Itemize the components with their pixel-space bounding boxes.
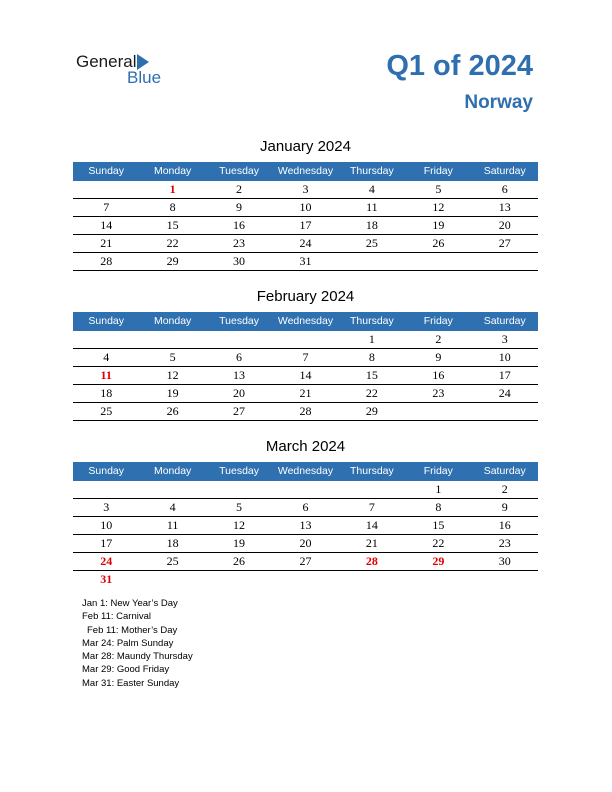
- day-cell: 13: [233, 368, 246, 382]
- day-cell: 22: [432, 536, 445, 550]
- day-cell: 16: [233, 218, 246, 232]
- month-february: [73, 287, 538, 421]
- day-cell: 15: [432, 518, 445, 532]
- holiday-item: Mar 24: Palm Sunday: [82, 637, 174, 649]
- empty-day-cell: [73, 481, 139, 498]
- day-cell: 5: [169, 350, 176, 364]
- holiday-item: Mar 28: Maundy Thursday: [82, 651, 193, 663]
- week-row: [73, 385, 538, 403]
- day-cell: 31: [100, 572, 113, 586]
- empty-day-cell: [73, 331, 139, 348]
- month-title: March 2024: [265, 438, 346, 455]
- day-cell: 13: [498, 200, 511, 214]
- day-cell: 20: [233, 386, 246, 400]
- day-cell: 8: [368, 350, 375, 364]
- day-cell: 30: [498, 554, 511, 568]
- week-row: [73, 349, 538, 367]
- day-cell: 29: [166, 254, 179, 268]
- week-row: [73, 535, 538, 553]
- week-row: [73, 181, 538, 199]
- weekday-label: Sunday: [88, 315, 125, 327]
- day-cell: 1: [169, 182, 176, 196]
- weekday-label: Monday: [153, 165, 192, 177]
- day-cell: 5: [236, 500, 243, 514]
- empty-day-cell: [139, 331, 205, 348]
- holiday-item: Feb 11: Mother’s Day: [87, 624, 178, 636]
- day-cell: 12: [166, 368, 179, 382]
- day-cell: 23: [233, 236, 246, 250]
- day-cell: 25: [100, 404, 113, 418]
- day-cell: 28: [100, 254, 113, 268]
- day-cell: 23: [432, 386, 445, 400]
- day-cell: 22: [166, 236, 179, 250]
- day-cell: 7: [368, 500, 375, 514]
- day-cell: 17: [100, 536, 113, 550]
- day-cell: 28: [365, 554, 378, 568]
- day-cell: 31: [299, 254, 312, 268]
- empty-day-cell: [272, 331, 338, 348]
- weekday-label: Friday: [423, 165, 453, 177]
- weekday-label: Thursday: [350, 165, 394, 177]
- day-cell: 19: [166, 386, 179, 400]
- week-row: [73, 235, 538, 253]
- day-cell: 7: [103, 200, 110, 214]
- day-cell: 9: [501, 500, 508, 514]
- day-cell: 15: [166, 218, 179, 232]
- weekday-label: Wednesday: [277, 315, 334, 327]
- day-cell: 21: [299, 386, 312, 400]
- day-cell: 18: [166, 536, 179, 550]
- weekday-header: [73, 312, 538, 331]
- week-row: [73, 253, 538, 271]
- holiday-item: Mar 29: Good Friday: [82, 664, 170, 676]
- empty-day-cell: [472, 571, 538, 588]
- day-cell: 8: [435, 500, 442, 514]
- day-cell: 3: [103, 500, 110, 514]
- weekday-label: Tuesday: [219, 165, 259, 177]
- day-cell: 5: [435, 182, 442, 196]
- day-cell: 12: [432, 200, 445, 214]
- day-cell: 20: [299, 536, 312, 550]
- day-cell: 27: [233, 404, 246, 418]
- empty-day-cell: [206, 331, 272, 348]
- day-cell: 10: [299, 200, 312, 214]
- weekday-label: Friday: [423, 465, 453, 477]
- logo: [76, 52, 176, 92]
- day-cell: 9: [435, 350, 442, 364]
- day-cell: 16: [498, 518, 511, 532]
- weekday-header: [73, 162, 538, 181]
- day-cell: 13: [299, 518, 312, 532]
- holiday-list: [82, 597, 193, 690]
- week-row: [73, 367, 538, 385]
- day-cell: 11: [366, 200, 378, 214]
- day-cell: 2: [236, 182, 243, 196]
- day-cell: 26: [233, 554, 246, 568]
- day-cell: 23: [498, 536, 511, 550]
- weekday-label: Wednesday: [277, 465, 334, 477]
- day-cell: 19: [432, 218, 445, 232]
- day-cell: 15: [365, 368, 378, 382]
- day-cell: 14: [365, 518, 378, 532]
- day-cell: 1: [435, 482, 442, 496]
- day-cell: 27: [299, 554, 312, 568]
- day-cell: 26: [166, 404, 179, 418]
- day-cell: 2: [435, 332, 442, 346]
- weekday-label: Saturday: [483, 165, 526, 177]
- weekday-label: Saturday: [483, 315, 526, 327]
- empty-day-cell: [472, 253, 538, 270]
- logo-blue-text: Blue: [127, 68, 162, 87]
- month-title: February 2024: [256, 288, 355, 305]
- weekday-label: Sunday: [88, 165, 125, 177]
- day-cell: 9: [236, 200, 243, 214]
- empty-day-cell: [272, 571, 338, 588]
- weekday-label: Tuesday: [219, 465, 259, 477]
- weekday-label: Sunday: [88, 465, 125, 477]
- day-cell: 4: [368, 182, 375, 196]
- day-cell: 21: [100, 236, 113, 250]
- day-cell: 7: [302, 350, 309, 364]
- day-cell: 19: [233, 536, 246, 550]
- day-cell: 26: [432, 236, 445, 250]
- day-cell: 3: [302, 182, 309, 196]
- day-cell: 1: [368, 332, 375, 346]
- day-cell: 10: [498, 350, 511, 364]
- country-title: Norway: [464, 92, 533, 113]
- weekday-label: Friday: [423, 315, 453, 327]
- day-cell: 14: [100, 218, 113, 232]
- weekday-label: Monday: [153, 315, 192, 327]
- week-row: [73, 553, 538, 571]
- day-cell: 25: [166, 554, 179, 568]
- day-cell: 24: [100, 554, 113, 568]
- empty-day-cell: [206, 481, 272, 498]
- day-cell: 22: [365, 386, 378, 400]
- day-cell: 3: [501, 332, 508, 346]
- day-cell: 30: [233, 254, 246, 268]
- day-cell: 14: [299, 368, 312, 382]
- empty-day-cell: [73, 181, 139, 198]
- empty-day-cell: [272, 481, 338, 498]
- empty-day-cell: [139, 481, 205, 498]
- week-row: [73, 217, 538, 235]
- day-cell: 18: [100, 386, 113, 400]
- weekday-label: Wednesday: [277, 165, 334, 177]
- week-row: [73, 517, 538, 535]
- week-row: [73, 499, 538, 517]
- day-cell: 29: [432, 554, 445, 568]
- week-row: [73, 331, 538, 349]
- empty-day-cell: [472, 403, 538, 420]
- weekday-header: [73, 462, 538, 481]
- day-cell: 20: [498, 218, 511, 232]
- day-cell: 24: [299, 236, 312, 250]
- empty-day-cell: [339, 571, 405, 588]
- day-cell: 11: [166, 518, 179, 532]
- month-january: [73, 137, 538, 271]
- day-cell: 6: [302, 500, 309, 514]
- day-cell: 17: [299, 218, 312, 232]
- day-cell: 2: [501, 482, 508, 496]
- weekday-label: Thursday: [350, 465, 394, 477]
- weekday-label: Monday: [153, 465, 192, 477]
- day-cell: 18: [365, 218, 378, 232]
- empty-day-cell: [405, 403, 471, 420]
- week-row: [73, 571, 538, 588]
- weekday-label: Saturday: [483, 465, 526, 477]
- day-cell: 12: [233, 518, 246, 532]
- day-cell: 17: [498, 368, 511, 382]
- month-title: January 2024: [260, 138, 351, 155]
- day-cell: 24: [498, 386, 511, 400]
- day-cell: 4: [103, 350, 110, 364]
- logo-general-text: General: [76, 52, 137, 71]
- month-march: [73, 437, 538, 588]
- empty-day-cell: [139, 571, 205, 588]
- day-cell: 16: [432, 368, 445, 382]
- day-cell: 21: [365, 536, 378, 550]
- empty-day-cell: [405, 571, 471, 588]
- week-row: [73, 481, 538, 499]
- weekday-label: Tuesday: [219, 315, 259, 327]
- day-cell: 8: [169, 200, 176, 214]
- day-cell: 27: [498, 236, 511, 250]
- week-row: [73, 199, 538, 217]
- day-cell: 10: [100, 518, 113, 532]
- empty-day-cell: [405, 253, 471, 270]
- weekday-label: Thursday: [350, 315, 394, 327]
- empty-day-cell: [339, 253, 405, 270]
- day-cell: 6: [236, 350, 243, 364]
- week-row: [73, 403, 538, 421]
- day-cell: 29: [365, 404, 378, 418]
- holiday-item: Feb 11: Carnival: [82, 611, 151, 623]
- holiday-item: Mar 31: Easter Sunday: [82, 677, 180, 689]
- page-title: Q1 of 2024: [386, 50, 533, 82]
- holiday-item: Jan 1: New Year’s Day: [82, 598, 178, 609]
- day-cell: 4: [169, 500, 176, 514]
- day-cell: 11: [100, 368, 112, 382]
- day-cell: 25: [365, 236, 378, 250]
- empty-day-cell: [339, 481, 405, 498]
- empty-day-cell: [206, 571, 272, 588]
- day-cell: 6: [501, 182, 508, 196]
- day-cell: 28: [299, 404, 312, 418]
